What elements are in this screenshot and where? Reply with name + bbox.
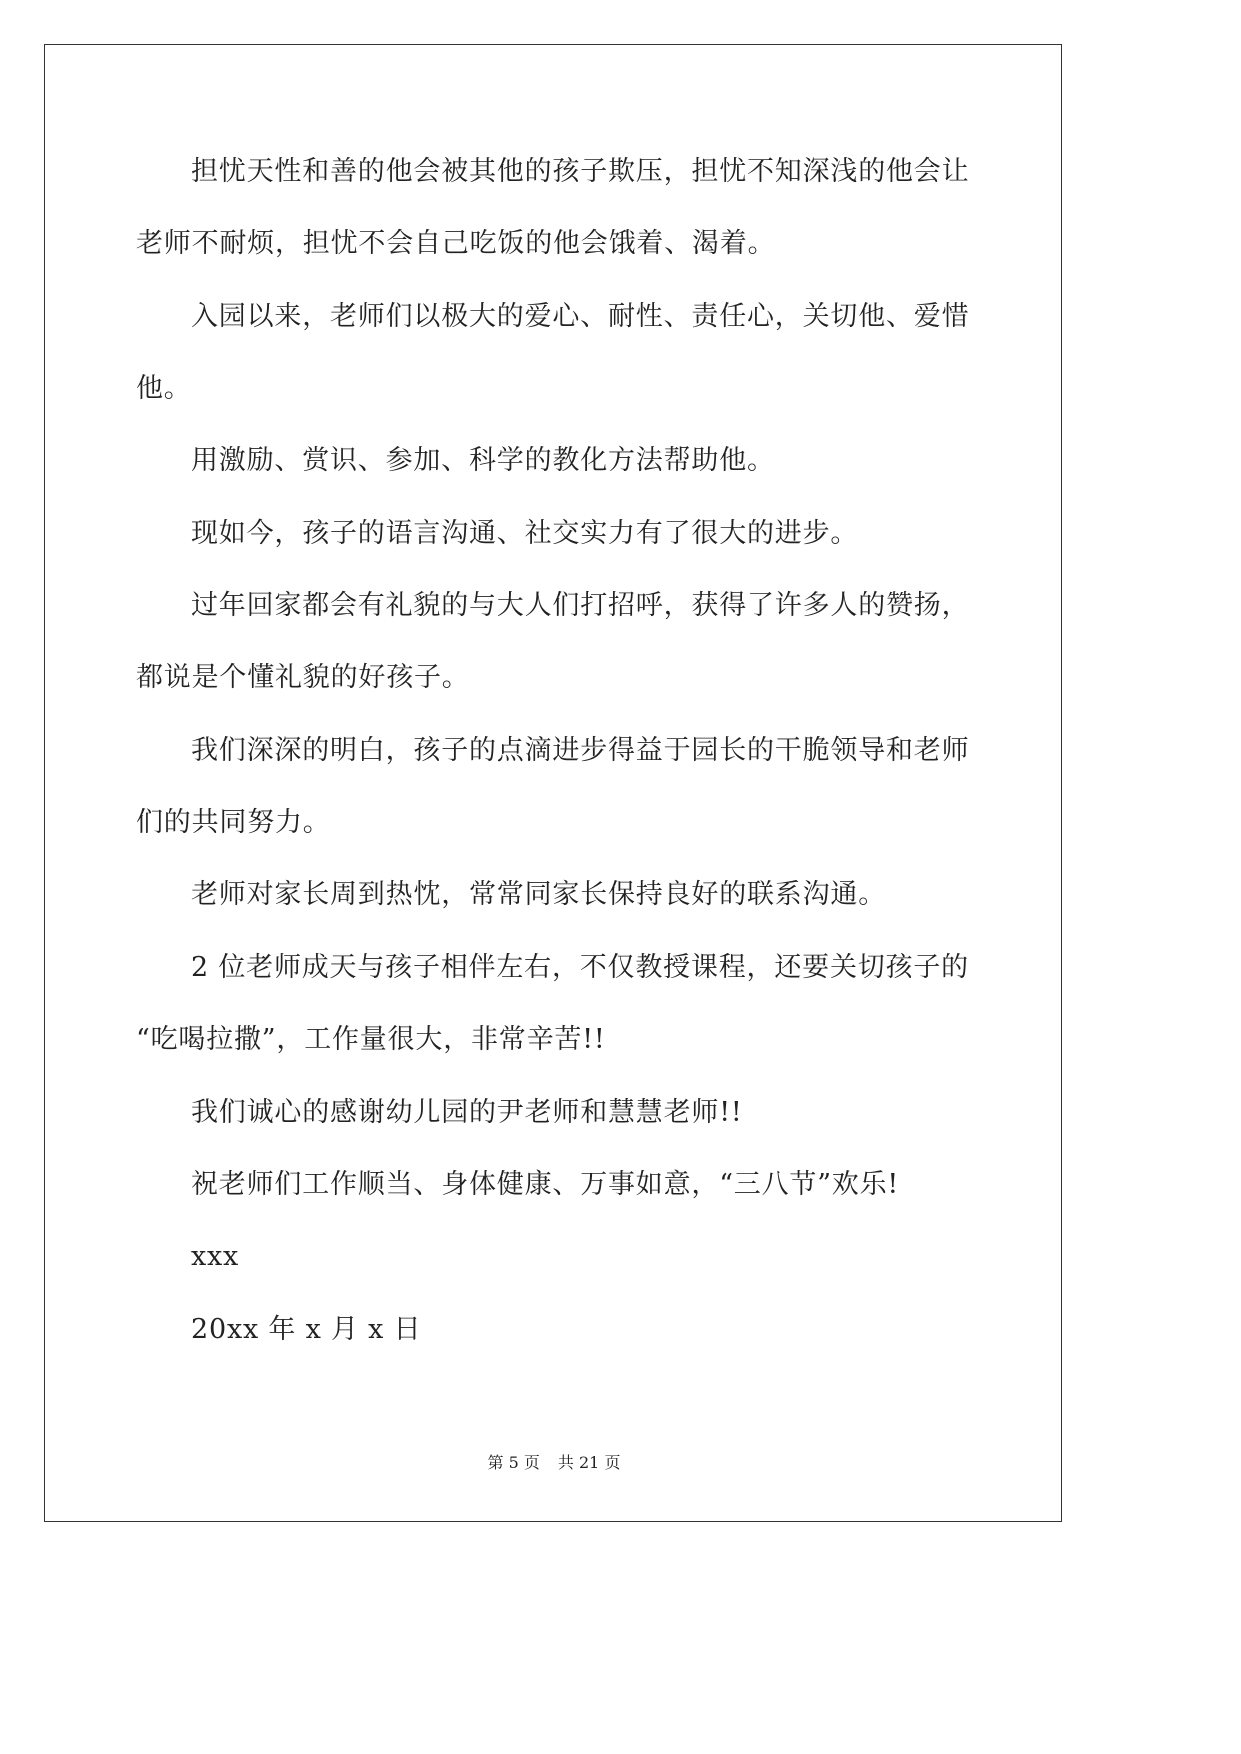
paragraph-line: 都说是个懂礼貌的好孩子。 <box>136 662 470 693</box>
paragraph-line: 担忧天性和善的他会被其他的孩子欺压，担忧不知深浅的他会让 <box>191 156 970 187</box>
paragraph-line: 过年回家都会有礼貌的与大人们打招呼，获得了许多人的赞扬， <box>191 590 970 621</box>
page-footer <box>0 1453 1108 1473</box>
paragraph-line: 现如今，孩子的语言沟通、社交实力有了很大的进步。 <box>191 518 859 549</box>
signature-name: xxx <box>191 1241 240 1272</box>
paragraph-line: 他。 <box>136 373 192 404</box>
paragraph-line: 们的共同努力。 <box>136 807 331 838</box>
paragraph-line: “吃喝拉撒”，工作量很大，非常辛苦!! <box>136 1024 606 1055</box>
signature-date: 20xx 年 x 月 x 日 <box>191 1314 422 1345</box>
paragraph-line: 入园以来，老师们以极大的爱心、耐性、责任心，关切他、爱惜 <box>191 301 970 332</box>
page-total: 共 21 页 <box>557 1453 621 1472</box>
paragraph-line: 老师对家长周到热忱，常常同家长保持良好的联系沟通。 <box>191 879 886 910</box>
paragraph-line: 老师不耐烦，担忧不会自己吃饭的他会饿着、渴着。 <box>136 228 776 259</box>
paragraph-line: 2 位老师成天与孩子相伴左右，不仅教授课程，还要关切孩子的 <box>191 952 969 983</box>
paragraph-line: 我们深深的明白，孩子的点滴进步得益于园长的干脆领导和老师 <box>191 735 970 766</box>
paragraph-line: 我们诚心的感谢幼儿园的尹老师和慧慧老师!! <box>191 1097 743 1128</box>
paragraph-line: 用激励、赏识、参加、科学的教化方法帮助他。 <box>191 445 775 476</box>
page-number: 第 5 页 <box>487 1453 540 1472</box>
page-border <box>44 44 1062 1522</box>
paragraph-line: 祝老师们工作顺当、身体健康、万事如意，“三八节”欢乐! <box>191 1169 900 1200</box>
